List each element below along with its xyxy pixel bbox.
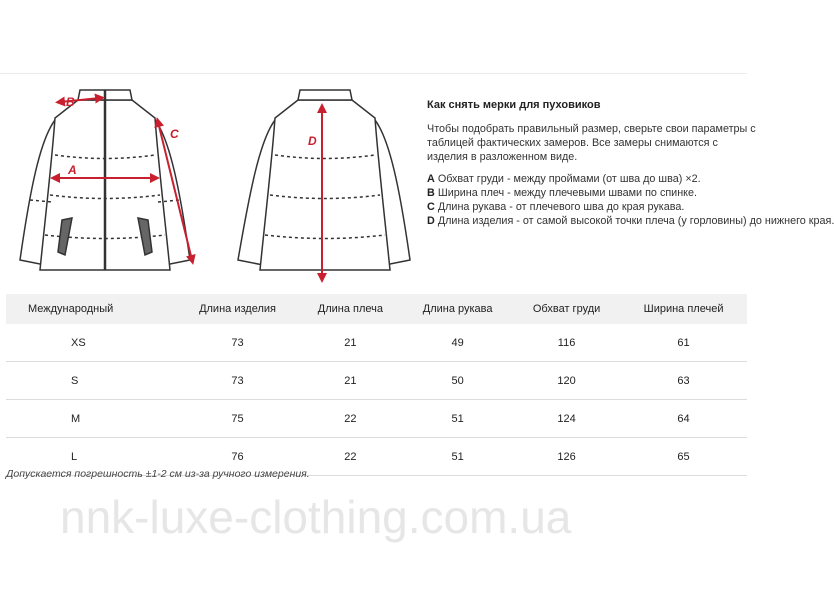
item-letter: C xyxy=(427,201,435,213)
table-cell: 21 xyxy=(299,362,403,400)
table-header-row xyxy=(6,294,747,324)
item-text: Длина изделия - от самой высокой точки плеча (у горловины) до нижнего края. xyxy=(437,215,834,227)
size-table xyxy=(6,294,747,476)
table-cell: 120 xyxy=(513,362,620,400)
instructions-intro: Чтобы подобрать правильный размер, сверьте свои параметры с таблицей фактических замеров. Все замеры снимаются с изделия в разложенном виде. xyxy=(427,123,756,163)
table-cell: 64 xyxy=(620,400,747,438)
label-b: B xyxy=(66,95,75,109)
column-header: Международный xyxy=(6,294,176,324)
column-header: Длина рукава xyxy=(402,294,513,324)
item-letter: B xyxy=(427,187,435,199)
table-row xyxy=(6,324,747,362)
back-jacket-drawing xyxy=(238,90,410,270)
table-cell: 22 xyxy=(299,400,403,438)
table-cell: 116 xyxy=(513,324,620,362)
label-d: D xyxy=(308,134,317,148)
item-letter: D xyxy=(427,215,435,227)
watermark: nnk-luxe-clothing.com.ua xyxy=(60,491,572,543)
instruction-item-b xyxy=(427,186,757,200)
instruction-item-c xyxy=(427,200,757,214)
table-cell: 65 xyxy=(620,438,747,476)
table-cell: 73 xyxy=(176,362,298,400)
table-cell: L xyxy=(6,438,176,476)
table-cell: 49 xyxy=(402,324,513,362)
item-text: Длина рукава - от плечевого шва до края рукава. xyxy=(437,201,685,213)
instruction-item-a xyxy=(427,172,757,186)
table-cell: XS xyxy=(6,324,176,362)
measurement-instructions xyxy=(427,98,834,228)
table-cell: M xyxy=(6,400,176,438)
column-header: Ширина плечей xyxy=(620,294,747,324)
instructions-title: Как снять мерки для пуховиков xyxy=(427,99,601,111)
table-cell: S xyxy=(6,362,176,400)
instruction-item-d xyxy=(427,214,834,228)
table-cell: 51 xyxy=(402,400,513,438)
table-cell: 73 xyxy=(176,324,298,362)
column-header: Длина изделия xyxy=(176,294,298,324)
column-header: Обхват груди xyxy=(513,294,620,324)
jacket-diagrams xyxy=(0,80,420,290)
table-cell: 76 xyxy=(176,438,298,476)
table-cell: 124 xyxy=(513,400,620,438)
table-cell: 50 xyxy=(402,362,513,400)
label-a: A xyxy=(68,163,77,177)
table-row xyxy=(6,362,747,400)
column-header: Длина плеча xyxy=(299,294,403,324)
item-text: Обхват груди - между проймами (от шва до шва) ×2. xyxy=(437,173,701,185)
table-row xyxy=(6,400,747,438)
top-divider xyxy=(0,73,747,74)
table-cell: 51 xyxy=(402,438,513,476)
tolerance-note: Допускается погрешность ±1-2 см из-за ручного измерения. xyxy=(6,468,310,480)
table-cell: 63 xyxy=(620,362,747,400)
item-text: Ширина плеч - между плечевыми швами по спинке. xyxy=(437,187,698,199)
table-cell: 61 xyxy=(620,324,747,362)
table-cell: 21 xyxy=(299,324,403,362)
item-letter: A xyxy=(427,173,435,185)
table-cell: 126 xyxy=(513,438,620,476)
table-cell: 75 xyxy=(176,400,298,438)
table-cell: 22 xyxy=(299,438,403,476)
label-c: C xyxy=(170,127,179,141)
